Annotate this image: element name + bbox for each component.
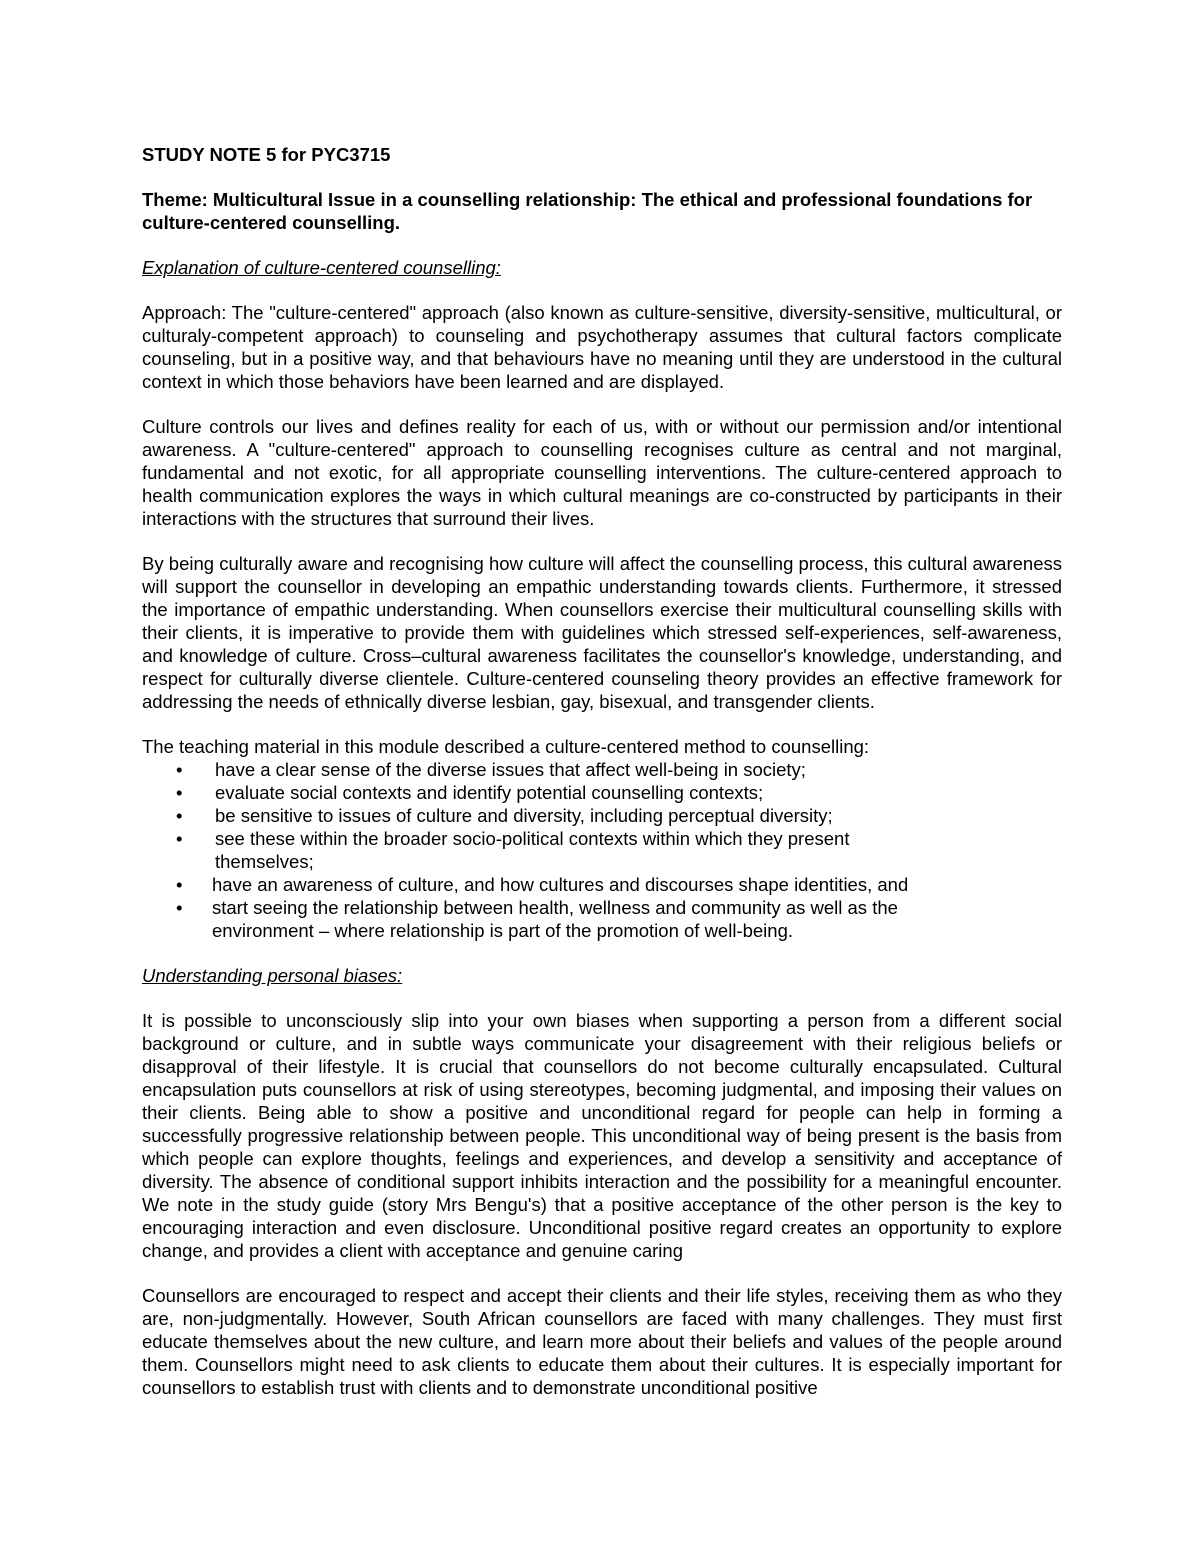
- list-item-text: have a clear sense of the diverse issues that affect well-being in society;: [215, 759, 806, 780]
- list-item-text: be sensitive to issues of culture and diversity, including perceptual diversity;: [215, 805, 833, 826]
- bullet-icon: •: [176, 759, 183, 780]
- list-item-text: evaluate social contexts and identify potential counselling contexts;: [215, 782, 764, 803]
- paragraph-culture-controls: Culture controls our lives and defines reality for each of us, with or without our permission and/or intentional awareness. A "culture-centered" approach to counselling recognises culture as central and not marginal, fundamental and not exotic, for all appropriate counselling interventions. The culture-centered approach to health communication explores the ways in which cultural meanings are co-constructed by participants in their interactions with the structures that surround their lives.: [142, 416, 1062, 529]
- paragraph-approach: Approach: The "culture-centered" approach (also known as culture-sensitive, diversity-sensitive, multicultural, or culturaly-competent approach) to counseling and psychotherapy assumes that cultural factors complicate counseling, but in a positive way, and that behaviours have no meaning until they are understood in the cultural context in which those behaviors have been learned and are displayed.: [142, 302, 1062, 392]
- list-item: [142, 827, 855, 873]
- list-item-text: have an awareness of culture, and how cultures and discourses shape identities, and: [212, 874, 909, 895]
- list-item-text: start seeing the relationship between health, wellness and community as well as the environment – where relationship is part of the promotion of well-being.: [212, 897, 898, 941]
- section-heading-personal-biases: Understanding personal biases:: [142, 965, 403, 986]
- bullet-icon: •: [176, 897, 183, 918]
- bullet-list: [142, 758, 1062, 942]
- bullet-icon: •: [176, 805, 183, 826]
- list-intro: The teaching material in this module described a culture-centered method to counselling:: [142, 736, 870, 757]
- list-item: [142, 781, 915, 804]
- document-page: [142, 143, 1062, 1421]
- bullet-icon: •: [176, 782, 183, 803]
- list-item: [142, 873, 912, 896]
- list-item-text: see these within the broader socio-political contexts within which they present themselves;: [215, 828, 850, 872]
- paragraph-respect-clients: Counsellors are encouraged to respect and accept their clients and their life styles, receiving them as who they are, non-judgmentally. However, South African counsellors are faced with many challenges. They must first educate themselves about the new culture, and learn more about their beliefs and values of the people around them. Counsellors might need to ask clients to educate them about their cultures. It is especially important for counsellors to establish trust with clients and to demonstrate unconditional positive: [142, 1285, 1062, 1398]
- paragraph-cultural-awareness: By being culturally aware and recognising how culture will affect the counselling process, this cultural awareness will support the counsellor in developing an empathic understanding towards clients. Furthermore, it stressed the importance of empathic understanding. When counsellors exercise their multicultural counselling skills with their clients, it is imperative to provide them with guidelines which stressed self-experiences, self-awareness, and knowledge of culture. Cross–cultural awareness facilitates the counsellor's knowledge, understanding, and respect for culturally diverse clientele. Culture-centered counseling theory provides an effective framework for addressing the needs of ethnically diverse lesbian, gay, bisexual, and transgender clients.: [142, 553, 1062, 712]
- list-item: [142, 758, 915, 781]
- bullet-icon: •: [176, 828, 183, 849]
- list-item: [142, 896, 912, 942]
- document-title: STUDY NOTE 5 for PYC3715: [142, 144, 391, 165]
- section-heading-culture-centered: Explanation of culture-centered counselling:: [142, 257, 501, 278]
- list-item: [142, 804, 915, 827]
- bullet-icon: •: [176, 874, 183, 895]
- document-theme: Theme: Multicultural Issue in a counselling relationship: The ethical and professional foundations for culture-centered counselling.: [142, 189, 1033, 233]
- paragraph-unconscious-biases: It is possible to unconsciously slip into your own biases when supporting a person from a different social background or culture, and in subtle ways communicate your disagreement with their religious beliefs or disapproval of their lifestyle. It is crucial that counsellors do not become culturally encapsulated. Cultural encapsulation puts counsellors at risk of using stereotypes, becoming judgmental, and imposing their values on their clients. Being able to show a positive and unconditional regard for people can help in forming a successfully progressive relationship between people. This unconditional way of being present is the basis from which people can explore thoughts, feelings and experiences, and develop a sensitivity and acceptance of diversity. The absence of conditional support inhibits interaction and the possibility for a meaningful encounter. We note in the study guide (story Mrs Bengu's) that a positive acceptance of the other person is the key to encouraging interaction and even disclosure. Unconditional positive regard creates an opportunity to explore change, and provides a client with acceptance and genuine caring: [142, 1010, 1062, 1261]
